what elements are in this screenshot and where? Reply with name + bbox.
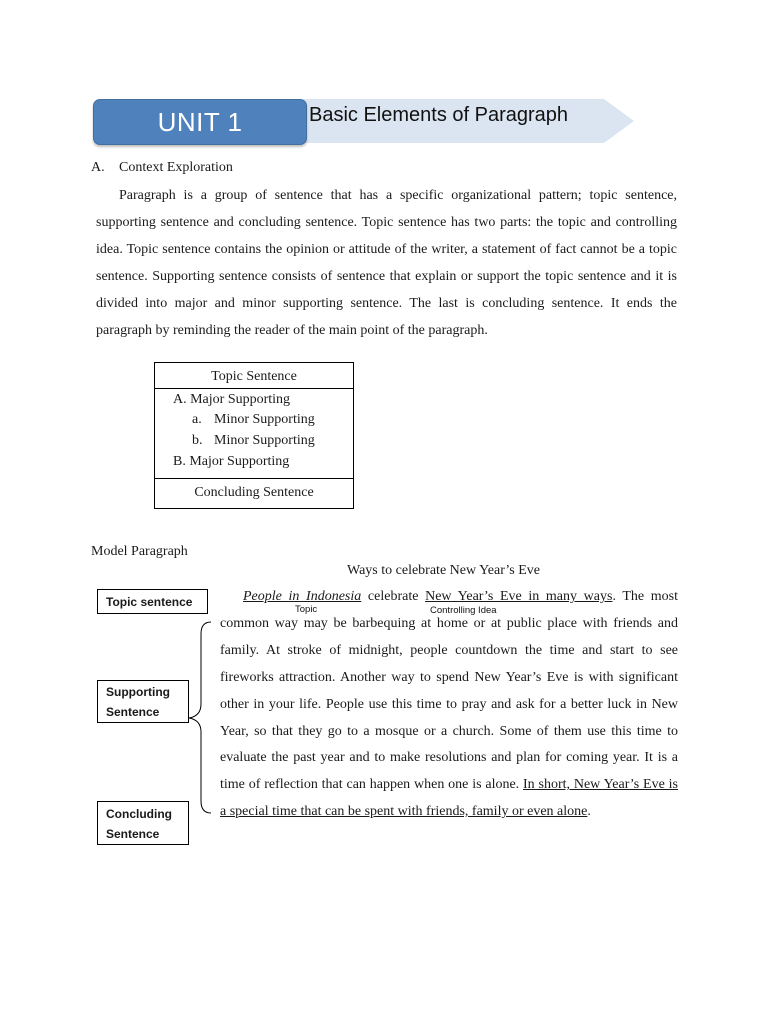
side-label-topic-sentence: Topic sentence	[97, 589, 208, 614]
structure-minor-b	[192, 431, 315, 451]
intro-paragraph: Paragraph is a group of sentence that has a specific organizational pattern; topic sentence, supporting sentence and concluding sentence. Topic sentence has two parts: the topic and controlling idea. Topic sentence contains the opinion or attitude of the writer, a statement of fact cannot be a topic sentence. Supporting sentence consists of sentence that explain or support the topic sentence and it is divided into major and minor supporting sentence. The last is concluding sentence. It ends the paragraph by reminding the reader of the main point of the paragraph.	[96, 188, 677, 338]
concluding-end: .	[587, 804, 591, 820]
section-letter: A.	[91, 160, 105, 175]
structure-minor-a-marker: a.	[192, 412, 202, 427]
supporting-text: The most common way may be barbequing at home or at public place with friends and family. At stroke of midnight, people countdown the time and start to see fireworks attraction. Another way to spend New Year’s Eve is with significant other in your life. People use this time to pray and ask for a better luck in New Year, so that they go to a mosque or a church. Some of them use this time to evaluate the past year and to make resolutions and plan for coming year. It is a time of reflection that can happen when one is alone.	[220, 589, 678, 793]
paragraph-structure-box	[154, 362, 354, 509]
concluding-sentence: In short, New Year’s Eve is a special time that can be spent with friends, family or even alone	[220, 777, 678, 820]
topic-sentence-end: .	[612, 589, 616, 604]
side-label-supporting-line2: Sentence	[106, 705, 160, 719]
side-label-supporting-line1: Supporting	[106, 685, 170, 699]
structure-minor-a	[192, 410, 315, 430]
structure-topic-sentence: Topic Sentence	[155, 363, 353, 389]
side-label-concluding-sentence	[97, 801, 189, 845]
curly-brace	[185, 620, 215, 815]
side-label-concluding-line2: Sentence	[106, 827, 160, 841]
model-paragraph-label: Model Paragraph	[91, 544, 188, 559]
label-controlling-idea: Controlling Idea	[430, 605, 497, 616]
structure-major-a: A. Major Supporting	[173, 392, 291, 407]
model-paragraph-title: Ways to celebrate New Year’s Eve	[347, 563, 540, 578]
structure-concluding-sentence: Concluding Sentence	[194, 485, 314, 500]
side-label-supporting-sentence	[97, 680, 189, 723]
controlling-idea-phrase: New Year’s Eve in many ways	[425, 589, 613, 604]
unit-title: Basic Elements of Paragraph	[309, 104, 569, 126]
structure-major-b: B. Major Supporting	[173, 454, 290, 469]
model-paragraph-text	[220, 584, 678, 826]
structure-minor-b-marker: b.	[192, 433, 203, 448]
unit-badge: UNIT 1	[93, 99, 307, 145]
structure-minor-a-text: Minor Supporting	[214, 412, 315, 427]
side-label-concluding-line1: Concluding	[106, 807, 172, 821]
section-heading	[91, 160, 233, 176]
structure-minor-b-text: Minor Supporting	[214, 433, 315, 448]
label-topic: Topic	[295, 604, 318, 615]
topic-phrase: People in Indonesia	[243, 589, 362, 604]
topic-mid: celebrate	[361, 589, 426, 604]
section-heading-text: Context Exploration	[119, 160, 233, 175]
structure-supporting	[155, 389, 353, 479]
